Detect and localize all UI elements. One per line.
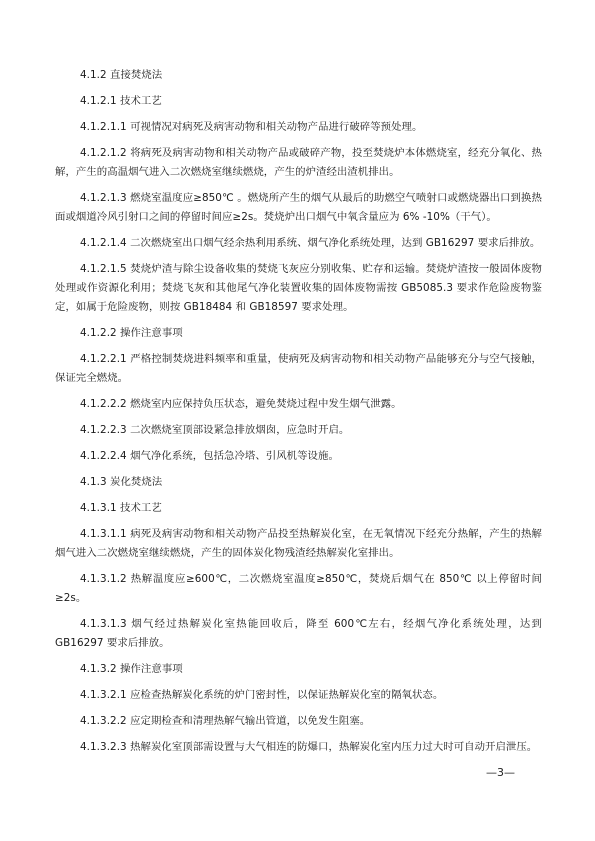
subsection-heading: 4.1.2.2 操作注意事项 <box>80 327 183 339</box>
body-paragraph: 4.1.2.1.5 焚烧炉渣与除尘设备收集的焚烧飞灰应分别收集、贮存和运输。焚烧炉渣按一般固体废物处理或作资源化利用；焚烧飞灰和其他尾气净化装置收集的固体废物需按 GB5085.3 要求作危险废物鉴定，如属于危险废物，则按 GB18484 和 GB18597 要求处理。 <box>55 263 542 313</box>
body-paragraph: 4.1.2.1.2 将病死及病害动物和相关动物产品或破碎产物，投至焚烧炉本体燃烧室，经充分氧化、热解，产生的高温烟气进入二次燃烧室继续燃烧，产生的炉渣经出渣机排出。 <box>55 147 542 178</box>
body-paragraph: 4.1.2.2.2 燃烧室内应保持负压状态，避免焚烧过程中发生烟气泄露。 <box>80 398 402 410</box>
body-paragraph: 4.1.3.1.2 热解温度应≥600℃，二次燃烧室温度≥850℃，焚烧后烟气在 850℃ 以上停留时间≥2s。 <box>55 573 542 604</box>
page-number: —3— <box>486 766 515 779</box>
body-paragraph: 4.1.3.2.1 应检查热解炭化系统的炉门密封性，以保证热解炭化室的隔氧状态。 <box>80 689 444 701</box>
section-heading: 4.1.2 直接焚烧法 <box>80 69 163 81</box>
body-paragraph: 4.1.2.1.3 燃烧室温度应≥850℃ 。燃烧所产生的烟气从最后的助燃空气喷射口或燃烧器出口到换热面或烟道冷风引射口之间的停留时间应≥2s。焚烧炉出口烟气中氧含量应为 6% -10%（干气）。 <box>55 192 542 223</box>
body-paragraph: 4.1.3.1.1 病死及病害动物和相关动物产品投至热解炭化室，在无氧情况下经充分热解，产生的热解烟气进入二次燃烧室继续燃烧，产生的固体炭化物残渣经热解炭化室排出。 <box>55 528 542 559</box>
subsection-heading: 4.1.2.1 技术工艺 <box>80 95 162 107</box>
body-paragraph: 4.1.3.2.2 应定期检查和清理热解气输出管道，以免发生阻塞。 <box>80 715 371 727</box>
subsection-heading: 4.1.3.1 技术工艺 <box>80 502 162 514</box>
body-paragraph: 4.1.2.2.3 二次燃烧室顶部设紧急排放烟囱，应急时开启。 <box>80 424 350 436</box>
section-heading: 4.1.3 炭化焚烧法 <box>80 476 163 488</box>
body-paragraph: 4.1.2.1.4 二次燃烧室出口烟气经余热利用系统、烟气净化系统处理，达到 GB16297 要求后排放。 <box>80 237 541 249</box>
body-paragraph: 4.1.2.2.4 烟气净化系统，包括急冷塔、引风机等设施。 <box>80 450 339 462</box>
body-paragraph: 4.1.3.2.3 热解炭化室顶部需设置与大气相连的防爆口，热解炭化室内压力过大时可自动开启泄压。 <box>80 741 538 753</box>
body-paragraph: 4.1.2.2.1 严格控制焚烧进料频率和重量，使病死及病害动物和相关动物产品能够充分与空气接触，保证完全燃烧。 <box>55 353 542 384</box>
document-body <box>55 66 542 764</box>
body-paragraph: 4.1.2.1.1 可视情况对病死及病害动物和相关动物产品进行破碎等预处理。 <box>80 121 423 133</box>
body-paragraph: 4.1.3.1.3 烟气经过热解炭化室热能回收后，降至 600℃左右，经烟气净化系统处理，达到 GB16297 要求后排放。 <box>55 618 542 649</box>
subsection-heading: 4.1.3.2 操作注意事项 <box>80 663 183 675</box>
